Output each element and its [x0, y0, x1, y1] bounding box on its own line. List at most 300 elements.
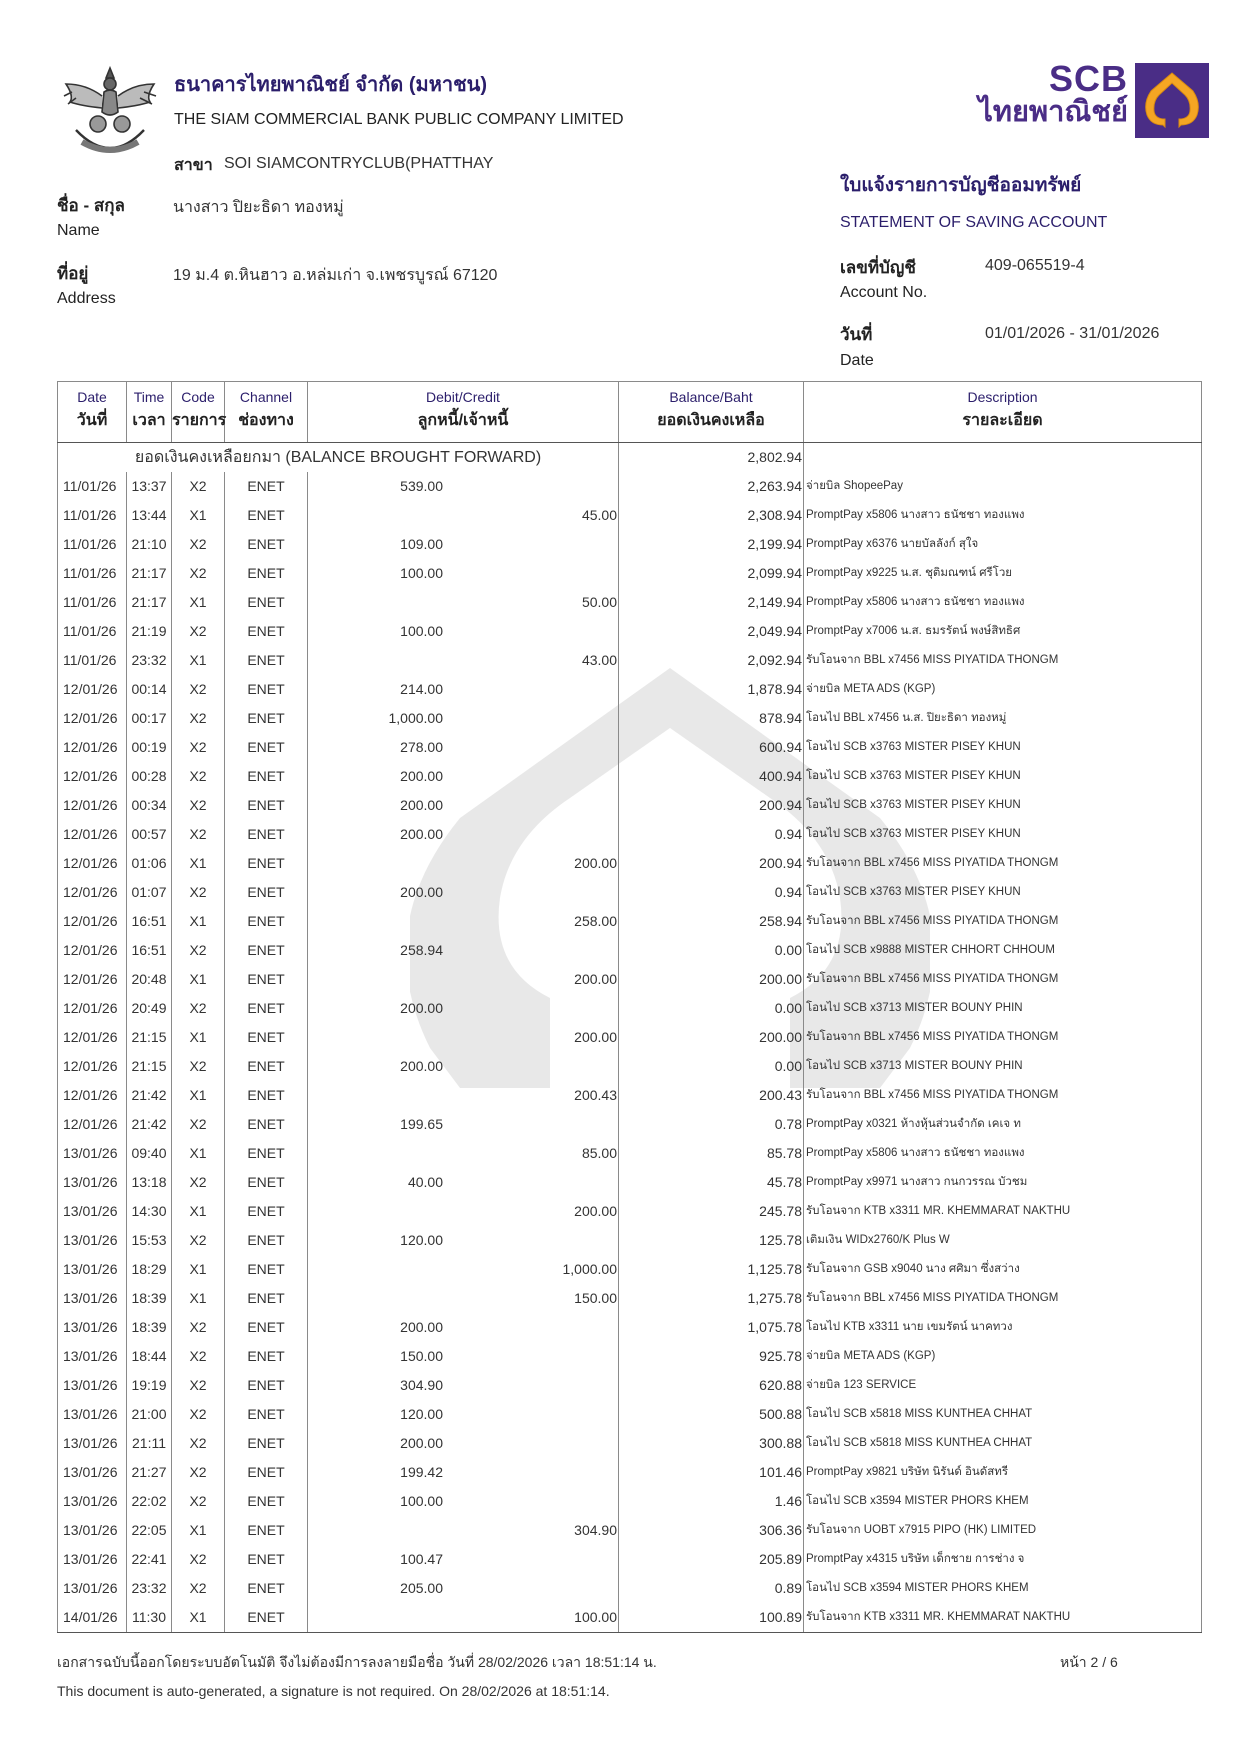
scb-logo-text	[968, 58, 1128, 128]
row-time: 20:49	[127, 994, 172, 1023]
row-description: รับโอนจาก BBL x7456 MISS PIYATIDA THONGM	[804, 849, 1202, 878]
row-balance: 2,199.94	[619, 530, 804, 559]
row-code: X2	[172, 1574, 225, 1603]
row-code: X2	[172, 1052, 225, 1081]
footer-note-th: เอกสารฉบับนี้ออกโดยระบบอัตโนมัติ จึงไม่ต้องมีการลงลายมือชื่อ วันที่ 28/02/2026 เวลา 18:51:14 น.	[57, 1654, 657, 1670]
row-debit: 214.00	[400, 681, 443, 697]
table-row	[58, 1052, 1202, 1081]
row-description: โอนไป SCB x3763 MISTER PISEY KHUN	[804, 762, 1202, 791]
row-debit: 539.00	[400, 478, 443, 494]
scb-logo-th: ไทยพาณิชย์	[978, 96, 1128, 128]
row-credit: 1,000.00	[562, 1261, 617, 1277]
table-row	[58, 1023, 1202, 1052]
row-time: 21:42	[127, 1110, 172, 1139]
row-time: 21:19	[127, 617, 172, 646]
row-debit-credit	[308, 1313, 619, 1342]
row-description: PromptPay x7006 น.ส. ธมรรัตน์ พงษ์สิทธิศ	[804, 617, 1202, 646]
row-balance: 620.88	[619, 1371, 804, 1400]
row-time: 01:06	[127, 849, 172, 878]
row-date: 13/01/26	[58, 1458, 127, 1487]
row-debit-credit	[308, 1574, 619, 1603]
row-credit: 258.00	[574, 913, 617, 929]
row-time: 18:29	[127, 1255, 172, 1284]
row-debit: 278.00	[400, 739, 443, 755]
row-debit: 100.00	[400, 623, 443, 639]
row-code: X1	[172, 588, 225, 617]
row-code: X1	[172, 1516, 225, 1545]
row-balance: 101.46	[619, 1458, 804, 1487]
table-row	[58, 530, 1202, 559]
row-debit: 200.00	[400, 884, 443, 900]
row-description: PromptPay x4315 บริษัท เด็กชาย การช่าง จ	[804, 1545, 1202, 1574]
row-balance: 245.78	[619, 1197, 804, 1226]
row-description: โอนไป SCB x3763 MISTER PISEY KHUN	[804, 733, 1202, 762]
row-balance: 0.89	[619, 1574, 804, 1603]
col-channel: Channel ช่องทาง	[225, 382, 308, 443]
row-debit: 205.00	[400, 1580, 443, 1596]
row-debit: 200.00	[400, 768, 443, 784]
row-debit-credit	[308, 1168, 619, 1197]
table-row	[58, 704, 1202, 733]
row-date: 13/01/26	[58, 1371, 127, 1400]
row-channel: ENET	[225, 1342, 308, 1371]
row-balance: 0.78	[619, 1110, 804, 1139]
row-channel: ENET	[225, 1603, 308, 1633]
row-time: 00:14	[127, 675, 172, 704]
row-balance: 925.78	[619, 1342, 804, 1371]
row-channel: ENET	[225, 1226, 308, 1255]
row-channel: ENET	[225, 1371, 308, 1400]
row-debit-credit	[308, 878, 619, 907]
table-row	[58, 1284, 1202, 1313]
row-code: X2	[172, 878, 225, 907]
row-code: X1	[172, 1023, 225, 1052]
row-time: 21:42	[127, 1081, 172, 1110]
row-code: X2	[172, 704, 225, 733]
row-debit: 200.00	[400, 1435, 443, 1451]
row-debit-credit	[308, 994, 619, 1023]
row-channel: ENET	[225, 762, 308, 791]
row-balance: 1,075.78	[619, 1313, 804, 1342]
row-balance: 100.89	[619, 1603, 804, 1633]
row-channel: ENET	[225, 559, 308, 588]
row-debit-credit	[308, 1545, 619, 1574]
row-balance: 200.00	[619, 1023, 804, 1052]
row-code: X2	[172, 820, 225, 849]
row-date: 11/01/26	[58, 472, 127, 501]
row-debit-credit	[308, 1458, 619, 1487]
row-balance: 0.00	[619, 1052, 804, 1081]
row-code: X1	[172, 646, 225, 675]
account-label-en: Account No.	[840, 284, 928, 301]
table-row	[58, 1371, 1202, 1400]
table-row	[58, 849, 1202, 878]
row-code: X2	[172, 1400, 225, 1429]
scb-logo-en: SCB	[1048, 58, 1128, 99]
row-balance: 1.46	[619, 1487, 804, 1516]
row-date: 12/01/26	[58, 762, 127, 791]
row-description: รับโอนจาก KTB x3311 MR. KHEMMARAT NAKTHU	[804, 1603, 1202, 1633]
row-debit: 304.90	[400, 1377, 443, 1393]
row-debit: 200.00	[400, 1000, 443, 1016]
row-channel: ENET	[225, 1110, 308, 1139]
row-balance: 306.36	[619, 1516, 804, 1545]
row-debit: 199.42	[400, 1464, 443, 1480]
row-channel: ENET	[225, 1400, 308, 1429]
table-row	[58, 1429, 1202, 1458]
row-time: 16:51	[127, 907, 172, 936]
row-time: 18:39	[127, 1284, 172, 1313]
statement-title-th: ใบแจ้งรายการบัญชีออมทรัพย์	[840, 175, 1082, 196]
row-balance: 1,125.78	[619, 1255, 804, 1284]
row-description: รับโอนจาก UOBT x7915 PIPO (HK) LIMITED	[804, 1516, 1202, 1545]
name-value: นางสาว ปิยะธิดา ทองหมู่	[173, 199, 344, 216]
table-row	[58, 646, 1202, 675]
row-code: X2	[172, 936, 225, 965]
row-debit: 120.00	[400, 1406, 443, 1422]
row-balance: 2,149.94	[619, 588, 804, 617]
row-date: 11/01/26	[58, 559, 127, 588]
row-credit: 200.00	[574, 971, 617, 987]
row-time: 13:37	[127, 472, 172, 501]
row-credit: 150.00	[574, 1290, 617, 1306]
row-balance: 400.94	[619, 762, 804, 791]
row-channel: ENET	[225, 646, 308, 675]
row-description: PromptPay x5806 นางสาว ธนัชชา ทองแพง	[804, 1139, 1202, 1168]
row-code: X1	[172, 1284, 225, 1313]
row-balance: 45.78	[619, 1168, 804, 1197]
row-code: X1	[172, 849, 225, 878]
row-description: โอนไป SCB x5818 MISS KUNTHEA CHHAT	[804, 1429, 1202, 1458]
row-debit-credit	[308, 1110, 619, 1139]
row-balance: 600.94	[619, 733, 804, 762]
row-time: 14:30	[127, 1197, 172, 1226]
row-debit-credit	[308, 936, 619, 965]
row-description: รับโอนจาก BBL x7456 MISS PIYATIDA THONGM	[804, 1284, 1202, 1313]
row-description: โอนไป SCB x3594 MISTER PHORS KHEM	[804, 1574, 1202, 1603]
row-balance: 125.78	[619, 1226, 804, 1255]
row-debit-credit	[308, 1284, 619, 1313]
table-row	[58, 559, 1202, 588]
table-row	[58, 1139, 1202, 1168]
scb-logo-icon	[1135, 63, 1209, 138]
row-balance: 2,263.94	[619, 472, 804, 501]
row-code: X1	[172, 1081, 225, 1110]
row-date: 12/01/26	[58, 820, 127, 849]
row-description: PromptPay x6376 นายบัลลังก์ สุใจ	[804, 530, 1202, 559]
row-date: 11/01/26	[58, 530, 127, 559]
row-debit-credit	[308, 588, 619, 617]
row-description: รับโอนจาก BBL x7456 MISS PIYATIDA THONGM	[804, 907, 1202, 936]
row-channel: ENET	[225, 1516, 308, 1545]
row-channel: ENET	[225, 1139, 308, 1168]
row-description: โอนไป SCB x3763 MISTER PISEY KHUN	[804, 878, 1202, 907]
col-time: Time เวลา	[127, 382, 172, 443]
row-date: 12/01/26	[58, 965, 127, 994]
row-channel: ENET	[225, 1255, 308, 1284]
table-row	[58, 1516, 1202, 1545]
row-description: รับโอนจาก BBL x7456 MISS PIYATIDA THONGM	[804, 1023, 1202, 1052]
row-code: X2	[172, 1545, 225, 1574]
row-time: 18:39	[127, 1313, 172, 1342]
brought-forward-balance: 2,802.94	[619, 443, 804, 473]
row-channel: ENET	[225, 1081, 308, 1110]
row-channel: ENET	[225, 1168, 308, 1197]
row-balance: 500.88	[619, 1400, 804, 1429]
row-channel: ENET	[225, 588, 308, 617]
row-debit-credit	[308, 733, 619, 762]
row-time: 00:17	[127, 704, 172, 733]
row-date: 12/01/26	[58, 994, 127, 1023]
table-row	[58, 965, 1202, 994]
row-code: X2	[172, 1458, 225, 1487]
garuda-emblem-icon	[58, 62, 162, 166]
row-channel: ENET	[225, 936, 308, 965]
row-description: โอนไป SCB x3763 MISTER PISEY KHUN	[804, 820, 1202, 849]
row-credit: 200.00	[574, 1203, 617, 1219]
table-row	[58, 1342, 1202, 1371]
row-debit-credit	[308, 1255, 619, 1284]
table-row	[58, 1226, 1202, 1255]
row-description: PromptPay x0321 ห้างหุ้นส่วนจำกัด เคเจ ท	[804, 1110, 1202, 1139]
row-time: 13:44	[127, 501, 172, 530]
row-date: 11/01/26	[58, 588, 127, 617]
row-time: 21:15	[127, 1052, 172, 1081]
brought-forward-description	[804, 443, 1202, 473]
row-debit-credit	[308, 1371, 619, 1400]
row-time: 01:07	[127, 878, 172, 907]
row-description: จ่ายบิล META ADS (KGP)	[804, 1342, 1202, 1371]
bank-name-th: ธนาคารไทยพาณิชย์ จำกัด (มหาชน)	[174, 74, 488, 96]
row-debit-credit	[308, 1023, 619, 1052]
row-debit-credit	[308, 1342, 619, 1371]
row-channel: ENET	[225, 704, 308, 733]
row-date: 13/01/26	[58, 1400, 127, 1429]
row-description: โอนไป SCB x5818 MISS KUNTHEA CHHAT	[804, 1400, 1202, 1429]
table-row	[58, 791, 1202, 820]
row-balance: 0.94	[619, 820, 804, 849]
row-time: 23:32	[127, 1574, 172, 1603]
table-row	[58, 1197, 1202, 1226]
row-debit: 100.00	[400, 565, 443, 581]
table-row	[58, 588, 1202, 617]
table-header-row	[58, 382, 1202, 443]
row-code: X2	[172, 733, 225, 762]
row-balance: 0.00	[619, 994, 804, 1023]
row-description: PromptPay x5806 นางสาว ธนัชชา ทองแพง	[804, 588, 1202, 617]
row-date: 13/01/26	[58, 1284, 127, 1313]
table-row	[58, 1545, 1202, 1574]
row-debit-credit	[308, 1052, 619, 1081]
row-code: X2	[172, 1313, 225, 1342]
transactions-table	[57, 381, 1202, 1633]
row-channel: ENET	[225, 878, 308, 907]
col-balance: Balance/Baht ยอดเงินคงเหลือ	[619, 382, 804, 443]
row-date: 13/01/26	[58, 1487, 127, 1516]
branch-label: สาขา	[174, 157, 213, 174]
row-debit-credit	[308, 965, 619, 994]
row-description: โอนไป BBL x7456 น.ส. ปิยะธิดา ทองหมู่	[804, 704, 1202, 733]
account-label-th: เลขที่บัญชี	[840, 258, 916, 277]
row-code: X1	[172, 965, 225, 994]
row-debit-credit	[308, 1081, 619, 1110]
row-time: 21:17	[127, 559, 172, 588]
row-debit: 258.94	[400, 942, 443, 958]
row-balance: 205.89	[619, 1545, 804, 1574]
row-time: 00:19	[127, 733, 172, 762]
row-date: 12/01/26	[58, 791, 127, 820]
row-code: X2	[172, 472, 225, 501]
row-credit: 45.00	[581, 507, 617, 523]
row-channel: ENET	[225, 1545, 308, 1574]
row-debit: 200.00	[400, 1319, 443, 1335]
row-channel: ENET	[225, 1313, 308, 1342]
row-channel: ENET	[225, 1052, 308, 1081]
name-label-en: Name	[57, 222, 100, 239]
row-code: X2	[172, 762, 225, 791]
row-description: เติมเงิน WIDx2760/K Plus W	[804, 1226, 1202, 1255]
row-balance: 300.88	[619, 1429, 804, 1458]
row-description: PromptPay x9225 น.ส. ชุติมณฑน์ ศรีโวย	[804, 559, 1202, 588]
brought-forward-row	[58, 443, 1202, 473]
row-channel: ENET	[225, 1487, 308, 1516]
row-time: 21:15	[127, 1023, 172, 1052]
footer-note-en: This document is auto-generated, a signature is not required. On 28/02/2026 at 18:51:14.	[57, 1683, 610, 1699]
row-code: X1	[172, 1197, 225, 1226]
row-credit: 85.00	[581, 1145, 617, 1161]
table-row	[58, 1458, 1202, 1487]
table-row	[58, 907, 1202, 936]
bank-name-en: THE SIAM COMMERCIAL BANK PUBLIC COMPANY LIMITED	[174, 111, 624, 128]
row-code: X2	[172, 791, 225, 820]
row-code: X2	[172, 617, 225, 646]
row-time: 22:05	[127, 1516, 172, 1545]
row-description: รับโอนจาก BBL x7456 MISS PIYATIDA THONGM	[804, 646, 1202, 675]
row-date: 13/01/26	[58, 1139, 127, 1168]
row-debit-credit	[308, 472, 619, 501]
table-row	[58, 617, 1202, 646]
row-debit: 200.00	[400, 826, 443, 842]
table-row	[58, 1168, 1202, 1197]
row-channel: ENET	[225, 849, 308, 878]
row-time: 11:30	[127, 1603, 172, 1633]
table-row	[58, 820, 1202, 849]
row-time: 22:02	[127, 1487, 172, 1516]
row-code: X2	[172, 1168, 225, 1197]
row-credit: 200.00	[574, 855, 617, 871]
row-code: X2	[172, 530, 225, 559]
row-debit-credit	[308, 646, 619, 675]
row-time: 15:53	[127, 1226, 172, 1255]
row-code: X2	[172, 559, 225, 588]
statement-title-en: STATEMENT OF SAVING ACCOUNT	[840, 214, 1108, 231]
row-balance: 2,049.94	[619, 617, 804, 646]
table-row	[58, 878, 1202, 907]
date-label-en: Date	[840, 352, 874, 369]
row-debit-credit	[308, 1516, 619, 1545]
row-date: 13/01/26	[58, 1429, 127, 1458]
row-time: 22:41	[127, 1545, 172, 1574]
row-time: 20:48	[127, 965, 172, 994]
row-description: PromptPay x9971 นางสาว กนกวรรณ บัวชม	[804, 1168, 1202, 1197]
row-debit: 1,000.00	[388, 710, 443, 726]
row-description: โอนไป KTB x3311 นาย เขมรัตน์ นาคทวง	[804, 1313, 1202, 1342]
row-description: รับโอนจาก KTB x3311 MR. KHEMMARAT NAKTHU	[804, 1197, 1202, 1226]
row-balance: 200.94	[619, 849, 804, 878]
address-label-en: Address	[57, 290, 116, 307]
date-label-th: วันที่	[840, 325, 873, 344]
table-row	[58, 1574, 1202, 1603]
row-channel: ENET	[225, 820, 308, 849]
row-debit: 100.00	[400, 1493, 443, 1509]
row-channel: ENET	[225, 907, 308, 936]
row-date: 12/01/26	[58, 849, 127, 878]
row-credit: 200.43	[574, 1087, 617, 1103]
row-debit-credit	[308, 1429, 619, 1458]
row-channel: ENET	[225, 1197, 308, 1226]
row-time: 23:32	[127, 646, 172, 675]
row-time: 18:44	[127, 1342, 172, 1371]
row-date: 12/01/26	[58, 675, 127, 704]
row-code: X2	[172, 675, 225, 704]
row-description: รับโอนจาก BBL x7456 MISS PIYATIDA THONGM	[804, 965, 1202, 994]
row-code: X1	[172, 1603, 225, 1633]
row-date: 13/01/26	[58, 1516, 127, 1545]
row-balance: 2,308.94	[619, 501, 804, 530]
row-time: 00:57	[127, 820, 172, 849]
row-time: 21:11	[127, 1429, 172, 1458]
address-label-th: ที่อยู่	[57, 264, 89, 283]
row-date: 12/01/26	[58, 1081, 127, 1110]
row-balance: 1,275.78	[619, 1284, 804, 1313]
row-description: โอนไป SCB x3594 MISTER PHORS KHEM	[804, 1487, 1202, 1516]
row-description: จ่ายบิล 123 SERVICE	[804, 1371, 1202, 1400]
row-date: 12/01/26	[58, 936, 127, 965]
row-balance: 200.94	[619, 791, 804, 820]
row-description: โอนไป SCB x3763 MISTER PISEY KHUN	[804, 791, 1202, 820]
row-debit-credit	[308, 820, 619, 849]
row-debit: 109.00	[400, 536, 443, 552]
row-balance: 200.00	[619, 965, 804, 994]
table-row	[58, 762, 1202, 791]
row-debit-credit	[308, 675, 619, 704]
row-channel: ENET	[225, 1284, 308, 1313]
row-debit-credit	[308, 1139, 619, 1168]
row-description: จ่ายบิล META ADS (KGP)	[804, 675, 1202, 704]
row-code: X2	[172, 1487, 225, 1516]
branch-value: SOI SIAMCONTRYCLUB(PHATTHAY	[224, 155, 494, 172]
row-date: 12/01/26	[58, 878, 127, 907]
row-credit: 100.00	[574, 1609, 617, 1625]
row-debit: 150.00	[400, 1348, 443, 1364]
row-debit-credit	[308, 559, 619, 588]
row-description: โอนไป SCB x3713 MISTER BOUNY PHIN	[804, 1052, 1202, 1081]
row-code: X2	[172, 1429, 225, 1458]
row-balance: 878.94	[619, 704, 804, 733]
table-row	[58, 1603, 1202, 1633]
row-debit-credit	[308, 1400, 619, 1429]
row-balance: 85.78	[619, 1139, 804, 1168]
row-date: 13/01/26	[58, 1574, 127, 1603]
row-balance: 1,878.94	[619, 675, 804, 704]
row-code: X1	[172, 907, 225, 936]
row-debit-credit	[308, 617, 619, 646]
row-code: X2	[172, 1110, 225, 1139]
row-date: 11/01/26	[58, 501, 127, 530]
row-time: 16:51	[127, 936, 172, 965]
table-row	[58, 1313, 1202, 1342]
row-balance: 0.94	[619, 878, 804, 907]
